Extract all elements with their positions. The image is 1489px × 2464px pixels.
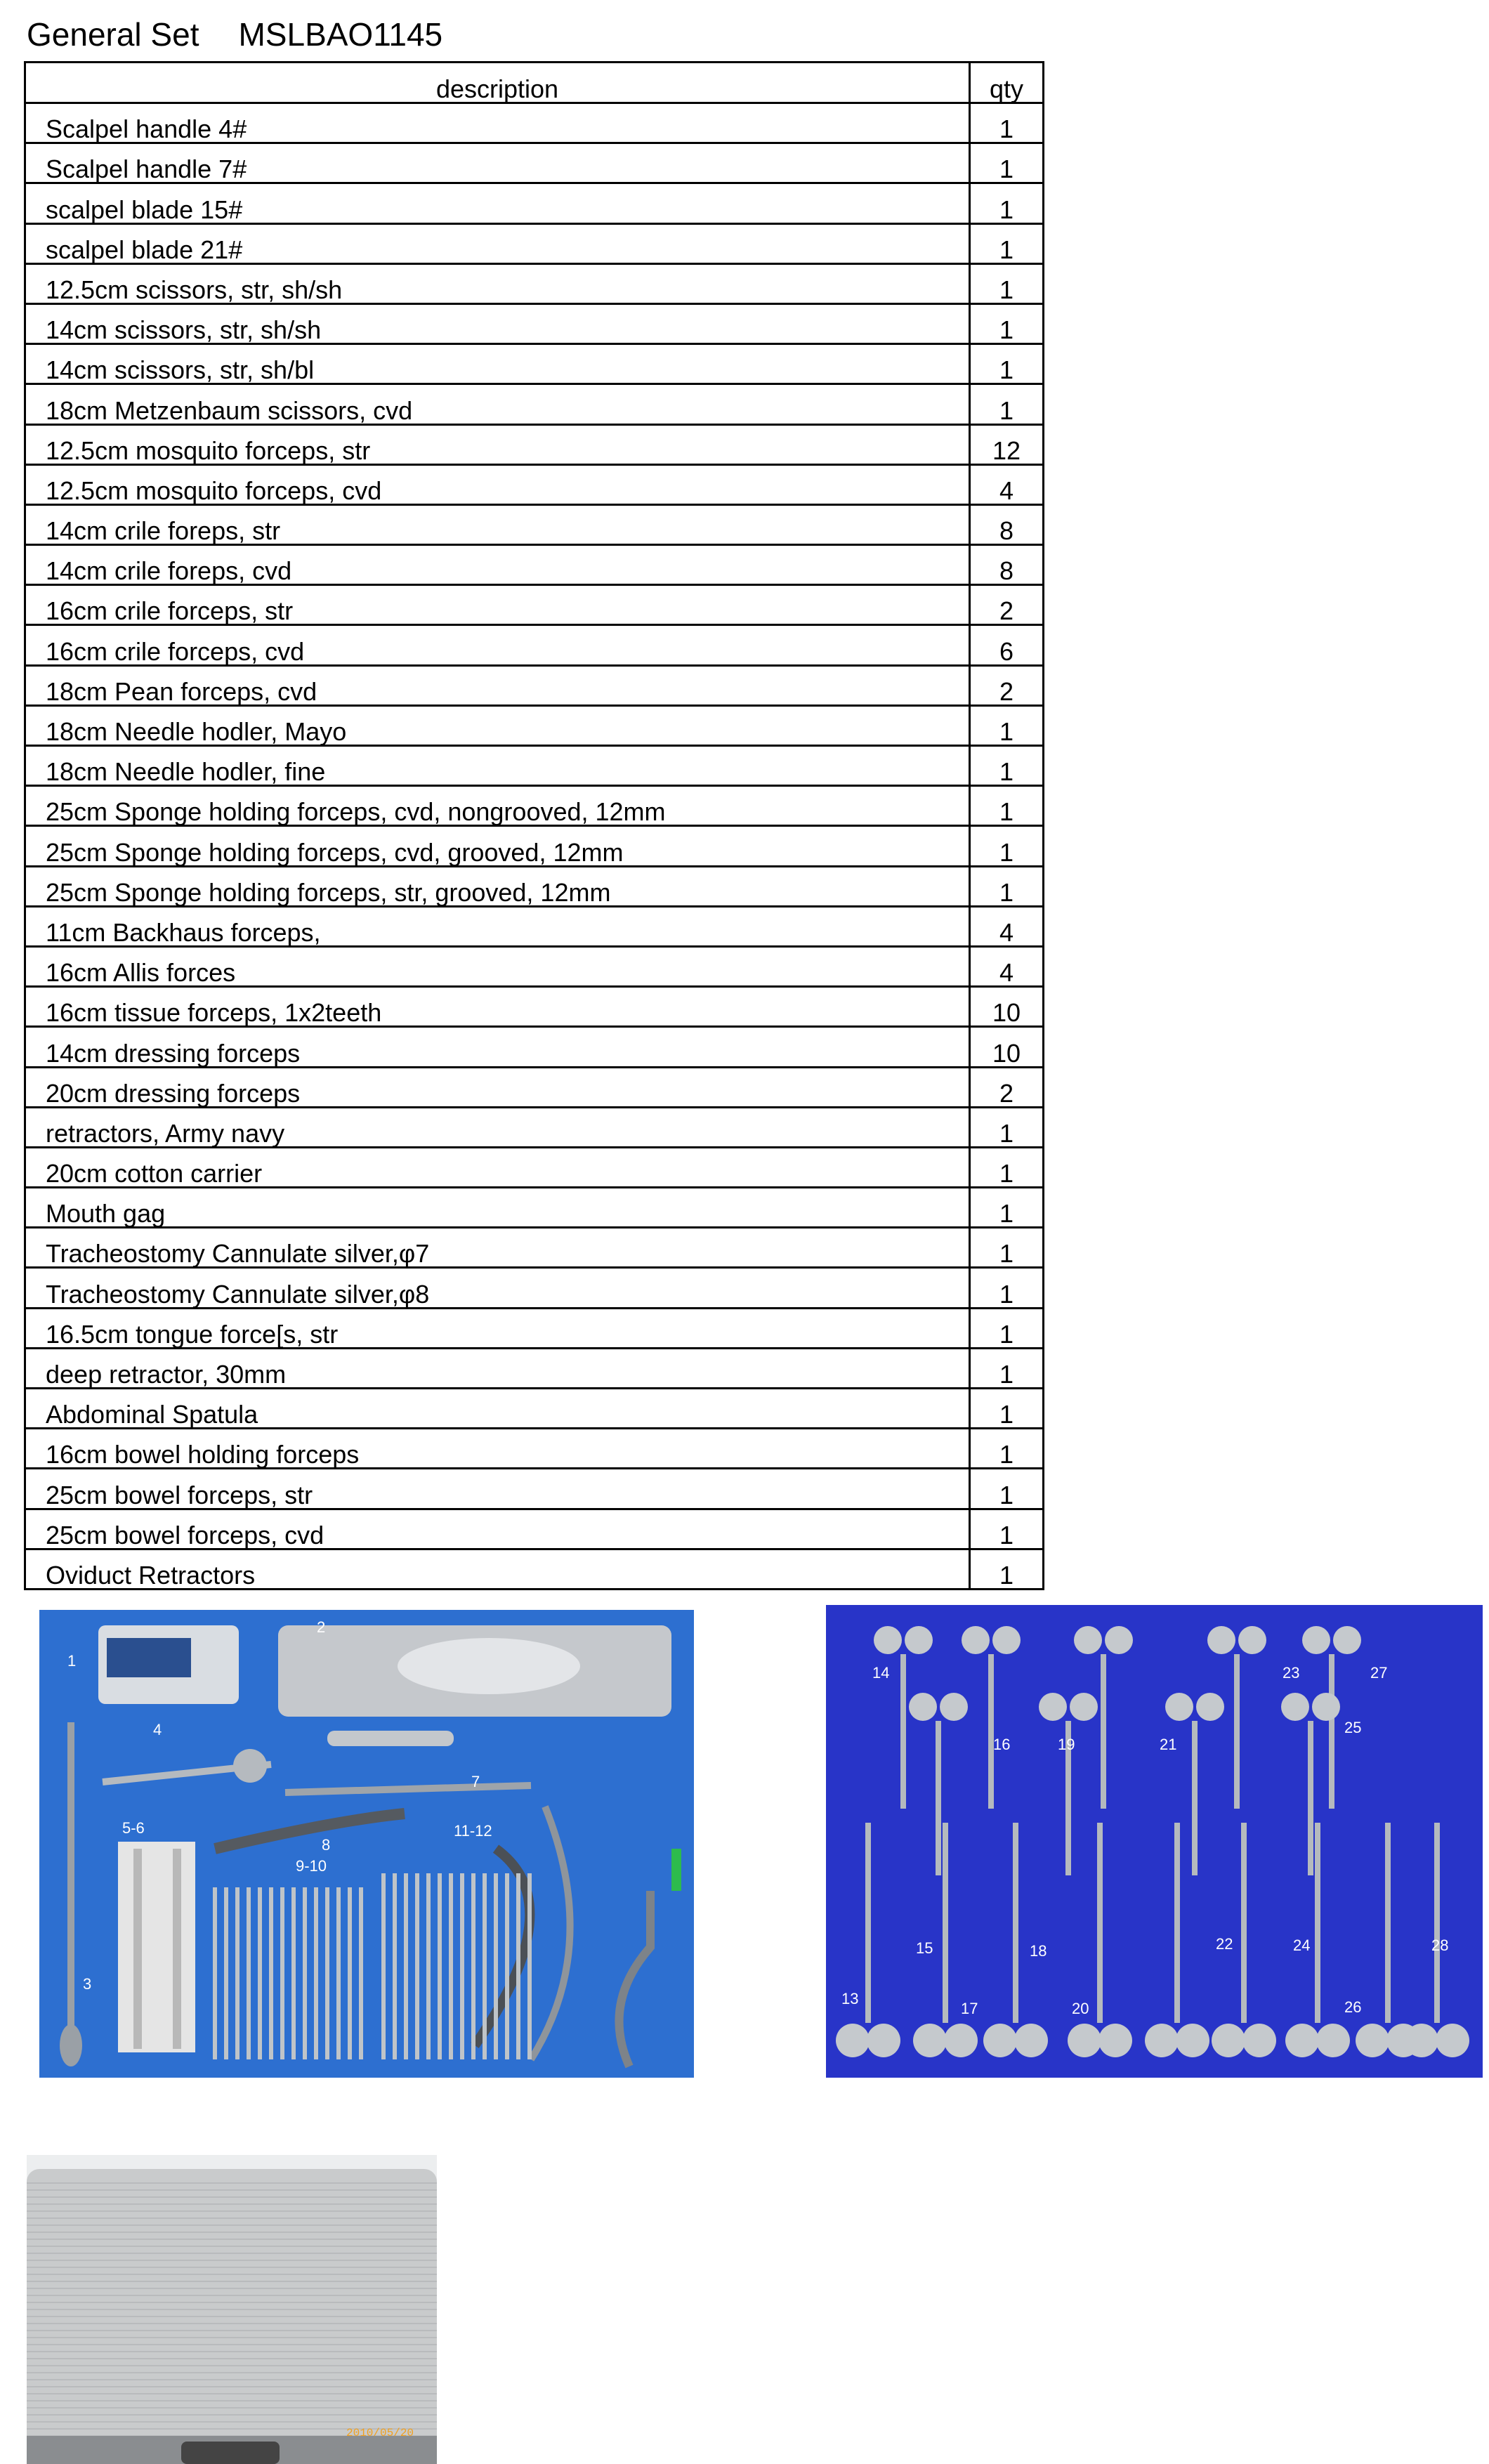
photo-timestamp: 2010/05/20 — [346, 2427, 414, 2439]
row-qty: 1 — [970, 1228, 1044, 1268]
table-row — [25, 1027, 1044, 1067]
table-row — [25, 303, 1044, 343]
forceps-ring — [1196, 1693, 1224, 1721]
table-row — [25, 223, 1044, 263]
set-code: MSLBAO1145 — [238, 16, 443, 53]
tray-number-label: 27 — [1370, 1664, 1388, 1682]
row-description: Scalpel handle 4# — [25, 103, 970, 143]
tray-number-label: 24 — [1293, 1937, 1311, 1954]
retractor-block — [118, 1842, 195, 2052]
row-description: 20cm dressing forceps — [25, 1067, 970, 1107]
forceps-ring — [1281, 1693, 1309, 1721]
row-description: deep retractor, 30mm — [25, 1348, 970, 1388]
tray-number-label: 23 — [1283, 1664, 1300, 1682]
table-row — [25, 826, 1044, 866]
instrument-case-photo — [27, 2155, 437, 2464]
row-qty: 10 — [970, 987, 1044, 1027]
row-description: 18cm Metzenbaum scissors, cvd — [25, 384, 970, 424]
tray-number-label: 2 — [317, 1618, 326, 1636]
forceps-ring — [1302, 1626, 1330, 1654]
row-description: 11cm Backhaus forceps, — [25, 906, 970, 946]
forceps-ring — [962, 1626, 990, 1654]
page-title — [27, 10, 442, 59]
table-row — [25, 585, 1044, 625]
table-row — [25, 384, 1044, 424]
row-description: Tracheostomy Cannulate silver,φ8 — [25, 1268, 970, 1308]
forceps-ring — [867, 2024, 900, 2057]
forceps-ring — [1238, 1626, 1266, 1654]
row-description: 18cm Needle hodler, Mayo — [25, 705, 970, 745]
tray-number-label: 4 — [153, 1721, 162, 1738]
tray-number-label: 7 — [471, 1773, 480, 1790]
tray-number-label: 17 — [961, 2000, 978, 2017]
table-row — [25, 263, 1044, 303]
row-description: 14cm dressing forceps — [25, 1027, 970, 1067]
row-description: 25cm Sponge holding forceps, str, grooved, 12mm — [25, 866, 970, 906]
tray-number-label: 14 — [872, 1664, 890, 1682]
forceps-ring — [909, 1693, 937, 1721]
row-qty: 4 — [970, 906, 1044, 946]
abdominal-spatula — [327, 1731, 454, 1746]
forceps-ring — [1074, 1626, 1102, 1654]
table-row — [25, 1509, 1044, 1549]
scalpel-handle-grip — [233, 1749, 267, 1783]
row-qty: 1 — [970, 1429, 1044, 1469]
row-qty: 1 — [970, 223, 1044, 263]
table-row — [25, 1348, 1044, 1388]
blade-package-label — [107, 1638, 191, 1677]
table-row — [25, 1469, 1044, 1509]
row-description: 14cm crile foreps, cvd — [25, 545, 970, 585]
forceps-ring — [1105, 1626, 1133, 1654]
forceps-ring — [836, 2024, 870, 2057]
table-row — [25, 1228, 1044, 1268]
row-qty: 1 — [970, 1549, 1044, 1589]
forceps-ring — [913, 2024, 947, 2057]
forceps-ring — [1333, 1626, 1361, 1654]
table-row — [25, 545, 1044, 585]
row-qty: 1 — [970, 103, 1044, 143]
tray-number-label: 18 — [1030, 1942, 1047, 1960]
row-qty: 1 — [970, 1308, 1044, 1348]
tray-number-label: 28 — [1431, 1937, 1449, 1954]
row-description: 14cm scissors, str, sh/bl — [25, 344, 970, 384]
forceps-ring — [992, 1626, 1021, 1654]
table-row — [25, 1308, 1044, 1348]
table-row — [25, 866, 1044, 906]
row-qty: 4 — [970, 464, 1044, 504]
column-header-qty: qty — [970, 63, 1044, 103]
row-qty: 1 — [970, 705, 1044, 745]
forceps-ring — [1207, 1626, 1235, 1654]
row-description: 16cm crile forceps, str — [25, 585, 970, 625]
row-qty: 1 — [970, 1469, 1044, 1509]
row-qty: 2 — [970, 585, 1044, 625]
tray-number-label: 9-10 — [296, 1857, 327, 1875]
row-qty: 1 — [970, 384, 1044, 424]
table-row — [25, 906, 1044, 946]
instrument-tray-photo-2 — [826, 1605, 1483, 2078]
row-description: Abdominal Spatula — [25, 1389, 970, 1429]
row-description: Scalpel handle 7# — [25, 143, 970, 183]
table-row — [25, 665, 1044, 705]
row-description: 25cm Sponge holding forceps, cvd, nongrooved, 12mm — [25, 786, 970, 826]
tray-number-label: 15 — [916, 1939, 933, 1957]
tray-number-label: 3 — [83, 1975, 92, 1993]
table-row — [25, 1268, 1044, 1308]
table-row — [25, 183, 1044, 223]
row-qty: 1 — [970, 183, 1044, 223]
row-description: 16.5cm tongue force[s, str — [25, 1308, 970, 1348]
forceps-ring — [1312, 1693, 1340, 1721]
row-qty: 1 — [970, 746, 1044, 786]
row-qty: 1 — [970, 303, 1044, 343]
row-qty: 1 — [970, 1509, 1044, 1549]
row-qty: 1 — [970, 344, 1044, 384]
row-description: 16cm Allis forces — [25, 946, 970, 986]
row-description: 25cm bowel forceps, str — [25, 1469, 970, 1509]
table-row — [25, 143, 1044, 183]
forceps-ring — [1316, 2024, 1350, 2057]
row-qty: 8 — [970, 545, 1044, 585]
row-description: 12.5cm scissors, str, sh/sh — [25, 263, 970, 303]
tray-number-label: 5-6 — [122, 1819, 145, 1837]
row-qty: 1 — [970, 1107, 1044, 1147]
row-description: Tracheostomy Cannulate silver,φ7 — [25, 1228, 970, 1268]
row-qty: 1 — [970, 263, 1044, 303]
table-row — [25, 625, 1044, 665]
table-row — [25, 987, 1044, 1027]
table-row — [25, 1389, 1044, 1429]
row-qty: 8 — [970, 504, 1044, 544]
row-qty: 1 — [970, 1268, 1044, 1308]
forceps-ring — [905, 1626, 933, 1654]
row-qty: 1 — [970, 786, 1044, 826]
table-row — [25, 746, 1044, 786]
row-qty: 1 — [970, 143, 1044, 183]
tray-number-label: 8 — [322, 1836, 331, 1854]
row-description: scalpel blade 21# — [25, 223, 970, 263]
row-qty: 2 — [970, 1067, 1044, 1107]
row-description: 16cm tissue forceps, 1x2teeth — [25, 987, 970, 1027]
table-row — [25, 424, 1044, 464]
table-row — [25, 103, 1044, 143]
table-header-row — [25, 63, 1044, 103]
forceps-ring — [1070, 1693, 1098, 1721]
row-qty: 1 — [970, 1188, 1044, 1228]
row-qty: 10 — [970, 1027, 1044, 1067]
row-description: 25cm Sponge holding forceps, cvd, grooved, 12mm — [25, 826, 970, 866]
row-description: 16cm crile forceps, cvd — [25, 625, 970, 665]
green-marker — [671, 1849, 681, 1891]
row-description: 12.5cm mosquito forceps, cvd — [25, 464, 970, 504]
forceps-ring — [1176, 2024, 1209, 2057]
forceps-ring — [1285, 2024, 1319, 2057]
row-description: Oviduct Retractors — [25, 1549, 970, 1589]
table-row — [25, 464, 1044, 504]
row-description: 16cm bowel holding forceps — [25, 1429, 970, 1469]
row-description: 14cm crile foreps, str — [25, 504, 970, 544]
table-row — [25, 1429, 1044, 1469]
row-description: 20cm cotton carrier — [25, 1147, 970, 1187]
instrument-holder-highlight — [398, 1638, 580, 1694]
tray-number-label: 26 — [1344, 1998, 1362, 2016]
forceps-ring — [1039, 1693, 1067, 1721]
forceps-ring — [1145, 2024, 1179, 2057]
tray-number-label: 25 — [1344, 1719, 1362, 1736]
forceps-ring — [1098, 2024, 1132, 2057]
forceps-ring — [983, 2024, 1017, 2057]
forceps-ring — [1405, 2024, 1438, 2057]
tray-number-label: 11-12 — [454, 1822, 492, 1840]
table-row — [25, 1147, 1044, 1187]
tray-number-label: 22 — [1216, 1935, 1233, 1953]
tray-number-label: 21 — [1160, 1736, 1177, 1753]
tray-number-label: 16 — [993, 1736, 1011, 1753]
row-description: 18cm Pean forceps, cvd — [25, 665, 970, 705]
table-row — [25, 504, 1044, 544]
row-qty: 4 — [970, 946, 1044, 986]
row-description: Mouth gag — [25, 1188, 970, 1228]
forceps-ring — [1068, 2024, 1101, 2057]
row-qty: 1 — [970, 826, 1044, 866]
row-qty: 2 — [970, 665, 1044, 705]
row-description: 18cm Needle hodler, fine — [25, 746, 970, 786]
row-description: scalpel blade 15# — [25, 183, 970, 223]
table-row — [25, 344, 1044, 384]
tray-number-label: 13 — [841, 1990, 859, 2007]
row-description: 14cm scissors, str, sh/sh — [25, 303, 970, 343]
tray-number-label: 19 — [1058, 1736, 1075, 1753]
table-row — [25, 1188, 1044, 1228]
column-header-description: description — [25, 63, 970, 103]
retractor-blade — [133, 1849, 142, 2049]
forceps-ring — [874, 1626, 902, 1654]
tray-number-label: 1 — [67, 1652, 77, 1670]
row-description: 25cm bowel forceps, cvd — [25, 1509, 970, 1549]
forceps-ring — [1356, 2024, 1389, 2057]
table-row — [25, 1067, 1044, 1107]
row-qty: 1 — [970, 1348, 1044, 1388]
row-description: retractors, Army navy — [25, 1107, 970, 1147]
forceps-ring — [1242, 2024, 1276, 2057]
forceps-ring — [1212, 2024, 1245, 2057]
row-qty: 1 — [970, 1389, 1044, 1429]
table-row — [25, 1549, 1044, 1589]
tray-number-label: 20 — [1072, 2000, 1089, 2017]
forceps-ring — [1436, 2024, 1469, 2057]
row-description: 12.5cm mosquito forceps, str — [25, 424, 970, 464]
forceps-ring — [944, 2024, 978, 2057]
case-handle — [181, 2442, 280, 2464]
table-row — [25, 946, 1044, 986]
retractor-blade — [173, 1849, 181, 2049]
forceps-ring — [940, 1693, 968, 1721]
row-qty: 12 — [970, 424, 1044, 464]
set-name: General Set — [27, 16, 199, 53]
forceps-ring — [1014, 2024, 1048, 2057]
instrument-table — [24, 61, 1044, 1590]
table-row — [25, 705, 1044, 745]
row-qty: 6 — [970, 625, 1044, 665]
sponge-forceps-tip — [60, 2024, 82, 2066]
row-qty: 1 — [970, 866, 1044, 906]
forceps-ring — [1165, 1693, 1193, 1721]
row-qty: 1 — [970, 1147, 1044, 1187]
table-row — [25, 786, 1044, 826]
instrument-tray-photo-1 — [39, 1610, 694, 2078]
table-row — [25, 1107, 1044, 1147]
